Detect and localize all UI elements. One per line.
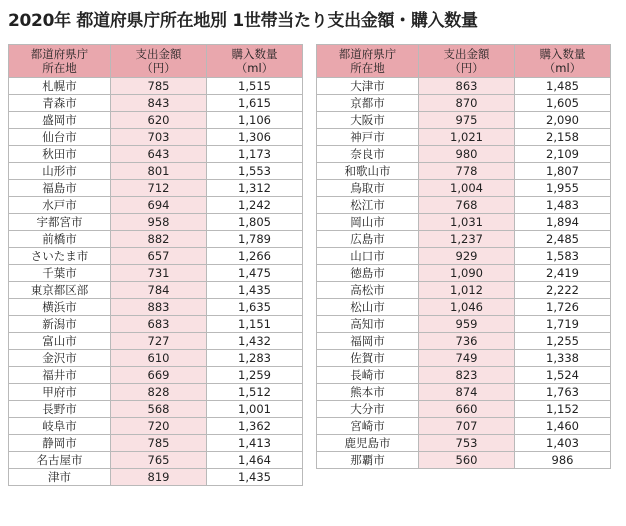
table-row	[317, 265, 611, 282]
table-row	[9, 248, 303, 265]
table-row	[9, 452, 303, 469]
quantity-cell: 1,719	[515, 316, 611, 333]
city-cell: 鹿児島市	[317, 435, 419, 452]
quantity-cell: 1,894	[515, 214, 611, 231]
quantity-cell: 2,109	[515, 146, 611, 163]
table-row	[9, 384, 303, 401]
price-cell: 749	[419, 350, 515, 367]
city-cell: 東京都区部	[9, 282, 111, 299]
table-row	[317, 299, 611, 316]
price-cell: 736	[419, 333, 515, 350]
price-cell: 874	[419, 384, 515, 401]
table-row	[317, 214, 611, 231]
price-cell: 958	[111, 214, 207, 231]
price-cell: 819	[111, 469, 207, 486]
city-column-header: 都道府県庁 所在地	[317, 45, 419, 78]
quantity-cell: 1,255	[515, 333, 611, 350]
table-row	[317, 248, 611, 265]
city-cell: 福島市	[9, 180, 111, 197]
table-row	[317, 78, 611, 95]
price-cell: 753	[419, 435, 515, 452]
city-cell: 高知市	[317, 316, 419, 333]
price-cell: 975	[419, 112, 515, 129]
table-row	[317, 452, 611, 469]
price-cell: 657	[111, 248, 207, 265]
city-cell: 岡山市	[317, 214, 419, 231]
quantity-cell: 1,266	[207, 248, 303, 265]
price-cell: 694	[111, 197, 207, 214]
city-cell: 新潟市	[9, 316, 111, 333]
table-row	[9, 469, 303, 486]
table-row	[317, 435, 611, 452]
price-cell: 707	[419, 418, 515, 435]
quantity-cell: 1,312	[207, 180, 303, 197]
table-row	[9, 146, 303, 163]
quantity-cell: 1,435	[207, 282, 303, 299]
quantity-cell: 2,222	[515, 282, 611, 299]
price-cell: 620	[111, 112, 207, 129]
price-cell: 1,031	[419, 214, 515, 231]
table-row	[9, 78, 303, 95]
quantity-cell: 1,259	[207, 367, 303, 384]
quantity-cell: 2,158	[515, 129, 611, 146]
price-cell: 610	[111, 350, 207, 367]
quantity-cell: 1,152	[515, 401, 611, 418]
price-cell: 703	[111, 129, 207, 146]
city-cell: 富山市	[9, 333, 111, 350]
table-row	[317, 163, 611, 180]
city-cell: 盛岡市	[9, 112, 111, 129]
city-cell: 津市	[9, 469, 111, 486]
city-cell: 宇都宮市	[9, 214, 111, 231]
quantity-cell: 1,483	[515, 197, 611, 214]
city-cell: 神戸市	[317, 129, 419, 146]
quantity-cell: 1,553	[207, 163, 303, 180]
price-cell: 1,237	[419, 231, 515, 248]
table-row	[9, 316, 303, 333]
table-row	[9, 112, 303, 129]
price-cell: 568	[111, 401, 207, 418]
city-cell: 高松市	[317, 282, 419, 299]
table-row	[317, 350, 611, 367]
city-cell: 金沢市	[9, 350, 111, 367]
header-row	[9, 45, 303, 78]
price-cell: 669	[111, 367, 207, 384]
quantity-cell: 1,605	[515, 95, 611, 112]
price-cell: 768	[419, 197, 515, 214]
quantity-cell: 1,789	[207, 231, 303, 248]
quantity-cell: 1,464	[207, 452, 303, 469]
city-cell: 大津市	[317, 78, 419, 95]
city-cell: 長野市	[9, 401, 111, 418]
quantity-cell: 1,955	[515, 180, 611, 197]
quantity-cell: 1,763	[515, 384, 611, 401]
city-cell: 千葉市	[9, 265, 111, 282]
price-cell: 843	[111, 95, 207, 112]
quantity-column-header: 購入数量 （ml）	[207, 45, 303, 78]
price-cell: 784	[111, 282, 207, 299]
quantity-cell: 2,090	[515, 112, 611, 129]
quantity-cell: 1,306	[207, 129, 303, 146]
price-cell: 560	[419, 452, 515, 469]
city-cell: 甲府市	[9, 384, 111, 401]
price-cell: 1,004	[419, 180, 515, 197]
quantity-cell: 1,432	[207, 333, 303, 350]
city-cell: 大分市	[317, 401, 419, 418]
table-row	[9, 333, 303, 350]
table-row	[9, 265, 303, 282]
city-cell: 山形市	[9, 163, 111, 180]
price-cell: 683	[111, 316, 207, 333]
city-cell: 岐阜市	[9, 418, 111, 435]
table-row	[9, 197, 303, 214]
table-row	[317, 418, 611, 435]
price-cell: 828	[111, 384, 207, 401]
price-column-header: 支出金額 （円）	[419, 45, 515, 78]
quantity-cell: 1,615	[207, 95, 303, 112]
quantity-cell: 1,242	[207, 197, 303, 214]
quantity-cell: 1,460	[515, 418, 611, 435]
price-cell: 765	[111, 452, 207, 469]
table-row	[317, 231, 611, 248]
table-row	[317, 367, 611, 384]
table-row	[9, 299, 303, 316]
table-row	[9, 180, 303, 197]
quantity-cell: 1,635	[207, 299, 303, 316]
table-row	[317, 146, 611, 163]
city-cell: 横浜市	[9, 299, 111, 316]
price-cell: 959	[419, 316, 515, 333]
table-row	[9, 129, 303, 146]
price-cell: 823	[419, 367, 515, 384]
price-cell: 882	[111, 231, 207, 248]
left-table	[8, 44, 303, 486]
quantity-cell: 1,403	[515, 435, 611, 452]
city-cell: 宮崎市	[317, 418, 419, 435]
city-cell: 広島市	[317, 231, 419, 248]
city-cell: 札幌市	[9, 78, 111, 95]
header-row	[317, 45, 611, 78]
table-row	[9, 231, 303, 248]
city-cell: 山口市	[317, 248, 419, 265]
quantity-cell: 1,512	[207, 384, 303, 401]
price-cell: 720	[111, 418, 207, 435]
city-cell: 静岡市	[9, 435, 111, 452]
price-cell: 929	[419, 248, 515, 265]
quantity-cell: 1,475	[207, 265, 303, 282]
city-cell: 奈良市	[317, 146, 419, 163]
right-table	[316, 44, 611, 469]
city-cell: 松山市	[317, 299, 419, 316]
table-row	[9, 95, 303, 112]
city-cell: 青森市	[9, 95, 111, 112]
table-row	[317, 282, 611, 299]
quantity-cell: 2,485	[515, 231, 611, 248]
table-row	[9, 418, 303, 435]
city-cell: 京都市	[317, 95, 419, 112]
table-row	[9, 435, 303, 452]
price-cell: 1,021	[419, 129, 515, 146]
price-cell: 712	[111, 180, 207, 197]
price-cell: 785	[111, 78, 207, 95]
table-row	[9, 163, 303, 180]
table-row	[317, 384, 611, 401]
quantity-cell: 1,413	[207, 435, 303, 452]
city-cell: 仙台市	[9, 129, 111, 146]
price-cell: 870	[419, 95, 515, 112]
city-cell: 福岡市	[317, 333, 419, 350]
price-cell: 863	[419, 78, 515, 95]
table-row	[317, 316, 611, 333]
table-row	[9, 401, 303, 418]
price-cell: 883	[111, 299, 207, 316]
quantity-cell: 1,283	[207, 350, 303, 367]
quantity-cell: 1,173	[207, 146, 303, 163]
table-row	[9, 350, 303, 367]
table-row	[317, 95, 611, 112]
quantity-cell: 1,151	[207, 316, 303, 333]
price-cell: 1,090	[419, 265, 515, 282]
quantity-cell: 1,485	[515, 78, 611, 95]
quantity-cell: 1,805	[207, 214, 303, 231]
quantity-cell: 1,726	[515, 299, 611, 316]
table-row	[317, 180, 611, 197]
table-row	[9, 282, 303, 299]
table-row	[317, 129, 611, 146]
city-cell: 名古屋市	[9, 452, 111, 469]
quantity-cell: 1,524	[515, 367, 611, 384]
quantity-cell: 1,435	[207, 469, 303, 486]
quantity-column-header: 購入数量 （ml）	[515, 45, 611, 78]
city-cell: 熊本市	[317, 384, 419, 401]
city-column-header: 都道府県庁 所在地	[9, 45, 111, 78]
price-cell: 727	[111, 333, 207, 350]
table-row	[9, 214, 303, 231]
table-row	[317, 197, 611, 214]
table-row	[317, 401, 611, 418]
price-column-header: 支出金額 （円）	[111, 45, 207, 78]
quantity-cell: 1,106	[207, 112, 303, 129]
city-cell: 水戸市	[9, 197, 111, 214]
price-cell: 731	[111, 265, 207, 282]
page-title: 2020年 都道府県庁所在地別 1世帯当たり支出金額・購入数量	[8, 11, 478, 31]
city-cell: 松江市	[317, 197, 419, 214]
city-cell: 秋田市	[9, 146, 111, 163]
price-cell: 643	[111, 146, 207, 163]
quantity-cell: 986	[515, 452, 611, 469]
city-cell: 前橋市	[9, 231, 111, 248]
city-cell: 長崎市	[317, 367, 419, 384]
price-cell: 778	[419, 163, 515, 180]
quantity-cell: 1,338	[515, 350, 611, 367]
table-row	[9, 367, 303, 384]
quantity-cell: 1,583	[515, 248, 611, 265]
price-cell: 660	[419, 401, 515, 418]
price-cell: 980	[419, 146, 515, 163]
price-cell: 785	[111, 435, 207, 452]
price-cell: 801	[111, 163, 207, 180]
city-cell: さいたま市	[9, 248, 111, 265]
city-cell: 徳島市	[317, 265, 419, 282]
city-cell: 和歌山市	[317, 163, 419, 180]
quantity-cell: 1,362	[207, 418, 303, 435]
city-cell: 那覇市	[317, 452, 419, 469]
quantity-cell: 1,807	[515, 163, 611, 180]
city-cell: 鳥取市	[317, 180, 419, 197]
city-cell: 福井市	[9, 367, 111, 384]
city-cell: 大阪市	[317, 112, 419, 129]
table-row	[317, 112, 611, 129]
quantity-cell: 1,001	[207, 401, 303, 418]
quantity-cell: 1,515	[207, 78, 303, 95]
table-row	[317, 333, 611, 350]
quantity-cell: 2,419	[515, 265, 611, 282]
price-cell: 1,046	[419, 299, 515, 316]
price-cell: 1,012	[419, 282, 515, 299]
city-cell: 佐賀市	[317, 350, 419, 367]
